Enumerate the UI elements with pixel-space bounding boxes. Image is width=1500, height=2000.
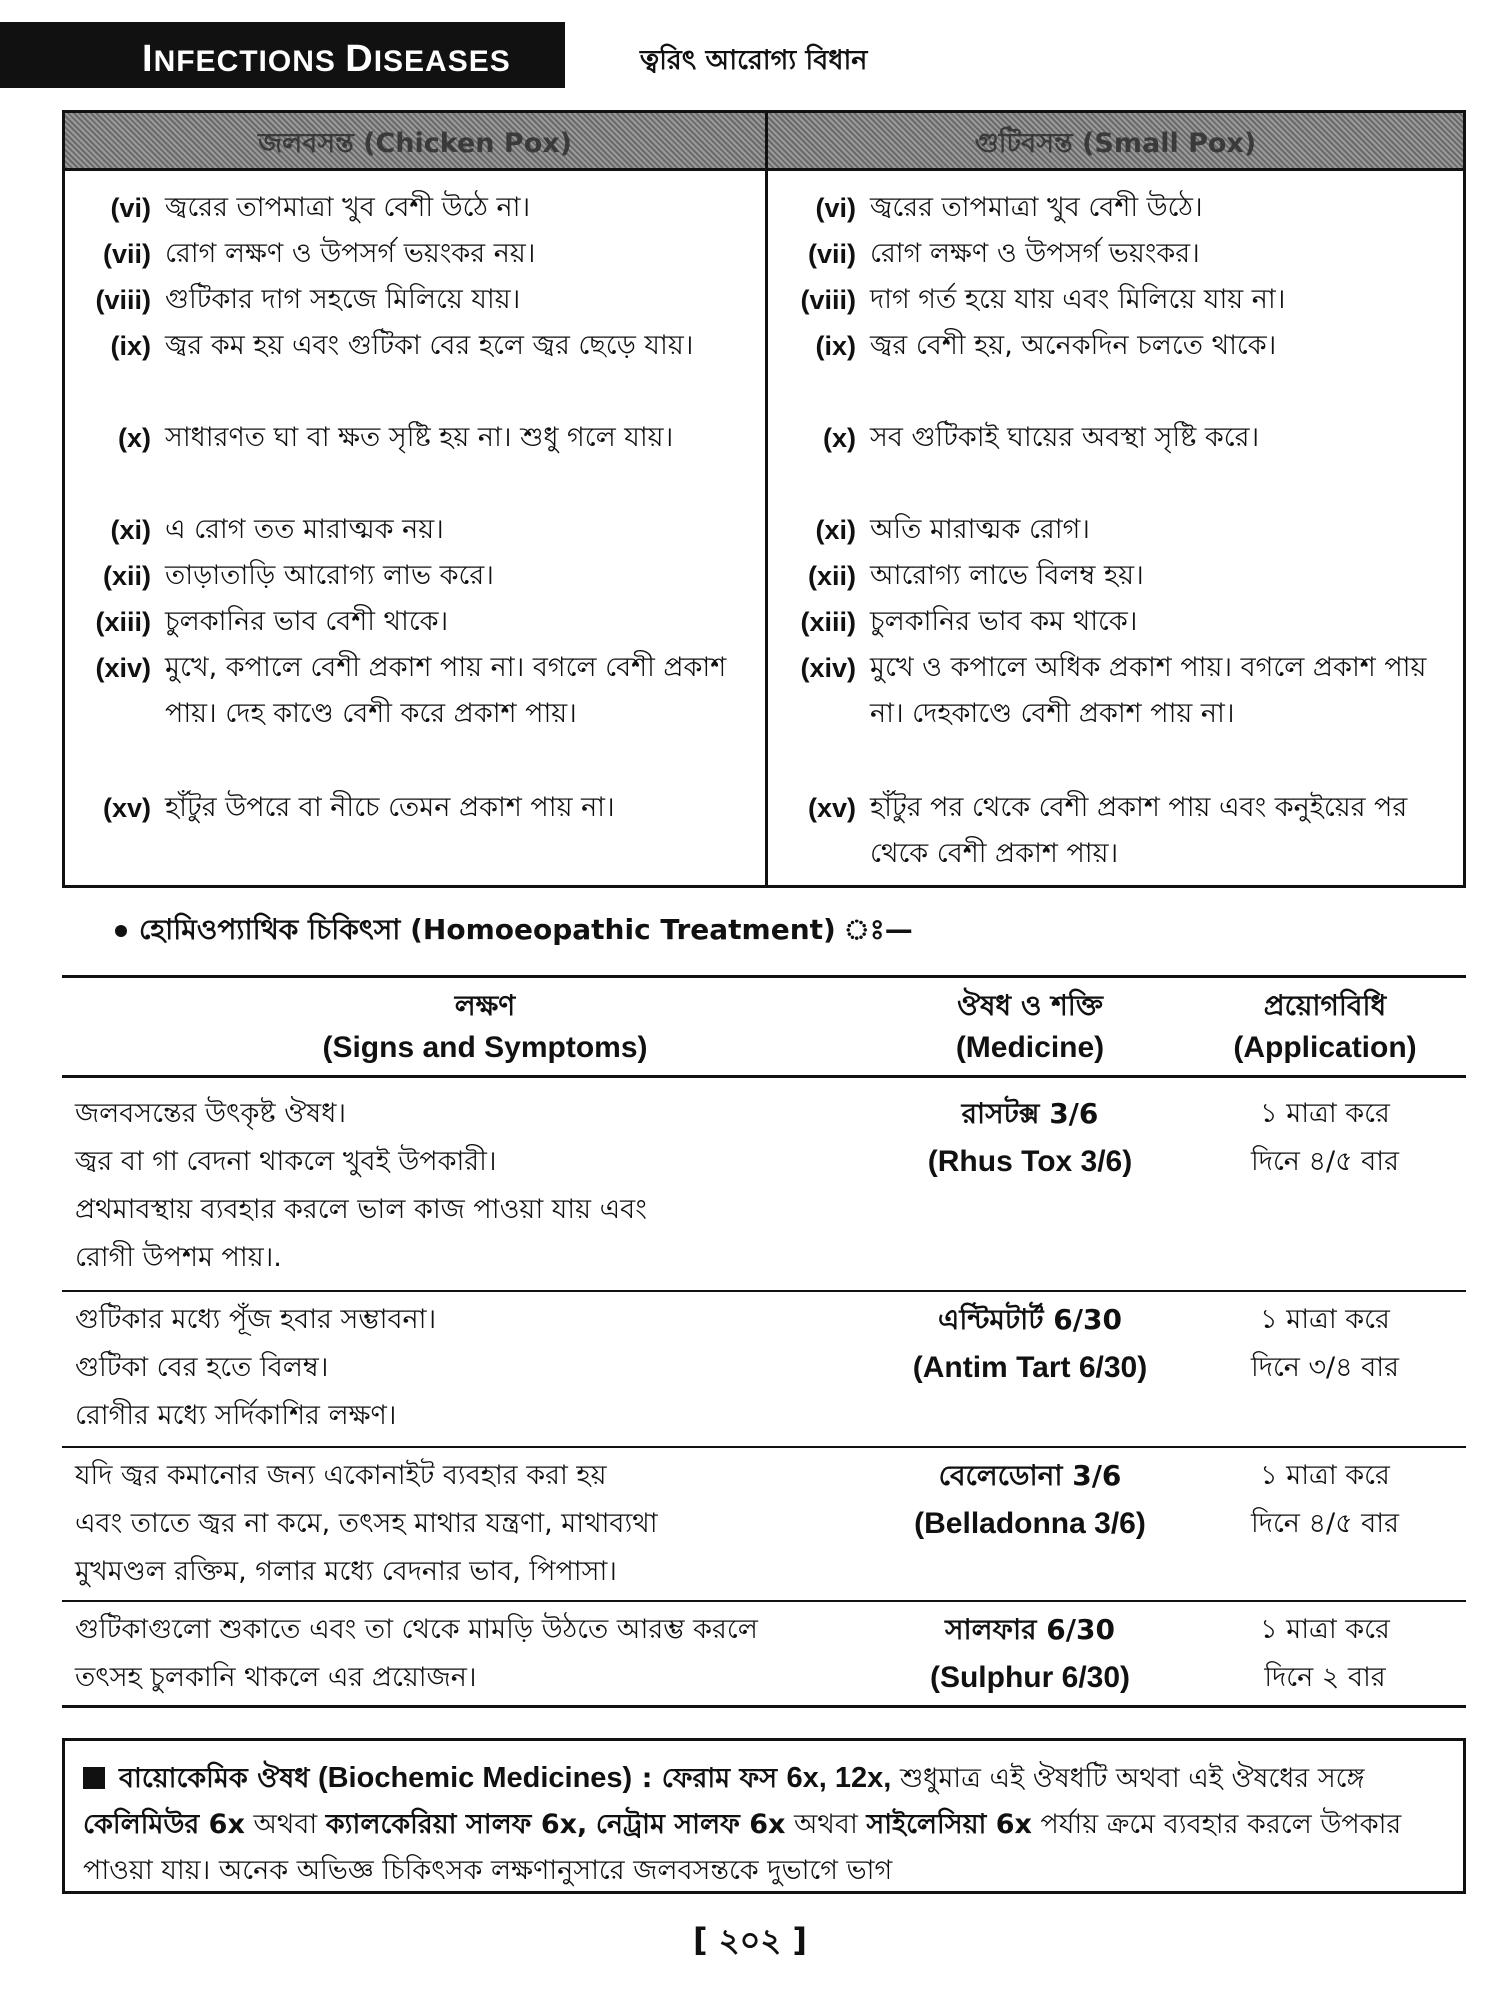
- medicine-column-header: [870, 985, 1190, 1069]
- medicine-bn: রাসটক্স 3/6: [961, 1097, 1099, 1130]
- row-number: (x): [823, 423, 856, 453]
- symptoms-header-en: (Signs and Symptoms): [322, 1031, 648, 1064]
- row-text: গুটিকার দাগ সহজে মিলিয়ে যায়।: [165, 284, 521, 315]
- treatment-row-symptoms: [75, 1452, 895, 1596]
- symptom-line: প্রথমাবস্থায় ব্যবহার করলে ভাল কাজ পাওয়া যায় এবং: [75, 1194, 647, 1225]
- row-number: (ix): [110, 331, 151, 361]
- medicine-en: (Rhus Tox 3/6): [927, 1145, 1133, 1178]
- treatment-table-header-rule: [62, 1075, 1466, 1078]
- symptom-line: জ্বর বা গা বেদনা থাকলে খুবই উপকারী।: [75, 1146, 497, 1177]
- row-text: রোগ লক্ষণ ও উপসর্গ ভয়ংকর।: [870, 238, 1200, 269]
- medicine-bn: সালফার 6/30: [945, 1613, 1115, 1646]
- section-heading-text: হোমিওপ্যাথিক চিকিৎসা (Homoeopathic Treatment) ঃ—: [139, 913, 913, 946]
- row-text: মুখে ও কপালে অধিক প্রকাশ পায়। বগলে প্রকাশ পায় না। দেহকাণ্ডে বেশী প্রকাশ পায় না।: [870, 652, 1427, 729]
- biochemic-text: [587, 1809, 596, 1840]
- row-text: সাধারণত ঘা বা ক্ষত সৃষ্টি হয় না। শুধু গলে যায়।: [165, 422, 674, 453]
- chapter-title-initial-2: D: [345, 38, 374, 80]
- application-line: ১ মাত্রা করে: [1260, 1098, 1390, 1129]
- bullet-icon: [115, 925, 127, 937]
- row-text: অতি মারাত্মক রোগ।: [870, 514, 1090, 545]
- row-text: তাড়াতাড়ি আরোগ্য লাভ করে।: [165, 560, 494, 591]
- medicine-en: (Belladonna 3/6): [914, 1507, 1146, 1540]
- symptom-line: এবং তাতে জ্বর না কমে, তৎসহ মাথার যন্ত্রণা, মাথাব্যথা: [75, 1508, 658, 1539]
- chicken-pox-header: জলবসন্ত (Chicken Pox): [257, 128, 573, 159]
- row-text: জ্বর কম হয় এবং গুটিকা বের হলে জ্বর ছেড়ে যায়।: [165, 330, 694, 361]
- symptom-line: মুখমণ্ডল রক্তিম, গলার মধ্যে বেদনার ভাব, পিপাসা।: [75, 1556, 617, 1587]
- medicine-bn: বেলেডোনা 3/6: [938, 1459, 1122, 1492]
- biochemic-potency: 6x, 12x,: [786, 1762, 892, 1794]
- row-text: হাঁটুর উপরে বা নীচে তেমন প্রকাশ পায় না।: [165, 792, 615, 823]
- row-number: (vii): [807, 239, 856, 269]
- medicine-en: (Sulphur 6/30): [929, 1661, 1131, 1694]
- symptom-line: রোগী উপশম পায়।.: [75, 1242, 282, 1273]
- row-text: আরোগ্য লাভে বিলম্ব হয়।: [870, 560, 1144, 591]
- treatment-table-bottom-rule: [62, 1705, 1466, 1708]
- row-number: (viii): [95, 285, 151, 315]
- biochemic-medicines-box: [62, 1738, 1466, 1894]
- biochemic-text: অথবা: [244, 1809, 326, 1840]
- symptom-line: তৎসহ চুলকানি থাকলে এর প্রয়োজন।: [75, 1662, 477, 1693]
- row-number: (vii): [102, 239, 151, 269]
- row-text: জ্বর বেশী হয়, অনেকদিন চলতে থাকে।: [870, 330, 1277, 361]
- treatment-row-application: [1180, 1090, 1470, 1186]
- row-number: (vi): [815, 193, 856, 223]
- row-number: (xi): [815, 515, 856, 545]
- row-number: (xv): [807, 793, 856, 823]
- row-text: জ্বরের তাপমাত্রা খুব বেশী উঠে না।: [165, 192, 531, 223]
- treatment-row-medicine: [870, 1452, 1190, 1548]
- medicine-header-bn: ঔষধ ও শক্তি: [957, 989, 1103, 1022]
- row-number: (xv): [102, 793, 151, 823]
- small-pox-header: গুটিবসন্ত (Small Pox): [974, 128, 1257, 159]
- symptom-line: গুটিকা বের হতে বিলম্ব।: [75, 1352, 329, 1383]
- row-text: চুলকানির ভাব বেশী থাকে।: [165, 606, 449, 637]
- treatment-row-symptoms: [75, 1606, 895, 1702]
- row-text: এ রোগ তত মারাত্মক নয়।: [165, 514, 444, 545]
- treatment-row-symptoms: [75, 1090, 895, 1282]
- chapter-title: [142, 38, 511, 81]
- biochemic-text: পর্যায় ক্রমে ব্যবহার করলে উপকার পাওয়া যায়। অনেক অভিজ্ঞ চিকিৎসক লক্ষণানুসারে জলবসন্তকে দুভাগে ভাগ: [83, 1809, 1402, 1886]
- biochemic-label-bn: বায়োকেমিক ঔষধ: [119, 1763, 310, 1794]
- row-text: দাগ গর্ত হয়ে যায় এবং মিলিয়ে যায় না।: [870, 284, 1286, 315]
- treatment-row-symptoms: [75, 1296, 895, 1440]
- row-number: (x): [118, 423, 151, 453]
- application-line: ১ মাত্রা করে: [1260, 1614, 1390, 1645]
- row-text: হাঁটুর পর থেকে বেশী প্রকাশ পায় এবং কনুইয়ের পর থেকে বেশী প্রকাশ পায়।: [870, 792, 1408, 869]
- symptoms-header-bn: লক্ষণ: [454, 989, 516, 1022]
- row-number: (vi): [110, 193, 151, 223]
- application-line: ১ মাত্রা করে: [1260, 1304, 1390, 1335]
- biochemic-medicine: ক্যালকেরিয়া সালফ 6x,: [325, 1809, 588, 1840]
- row-text: মুখে, কপালে বেশী প্রকাশ পায় না। বগলে বেশী প্রকাশ পায়। দেহ কাণ্ডে বেশী করে প্রকাশ পায়।: [165, 652, 727, 729]
- book-title: ত্বরিৎ আরোগ্য বিধান: [640, 45, 868, 76]
- symptom-line: গুটিকাগুলো শুকাতে এবং তা থেকে মামড়ি উঠতে আরম্ভ করলে: [75, 1614, 758, 1645]
- application-header-bn: প্রয়োগবিধি: [1263, 989, 1387, 1022]
- chapter-title-rest-1: NFECTIONS: [153, 45, 346, 78]
- medicine-header-en: (Medicine): [955, 1031, 1105, 1064]
- row-text: চুলকানির ভাব কম থাকে।: [870, 606, 1138, 637]
- treatment-row-medicine: [870, 1296, 1190, 1392]
- chapter-title-rest-2: ISEASES: [373, 45, 511, 78]
- biochemic-text: শুধুমাত্র এই ঔষধটি অথবা এই ঔষধের সঙ্গে: [891, 1763, 1365, 1794]
- row-number: (ix): [815, 331, 856, 361]
- application-column-header: [1180, 985, 1470, 1069]
- application-line: দিনে ২ বার: [1264, 1662, 1386, 1693]
- page-number: [ ২০২ ]: [693, 1921, 807, 1959]
- chapter-title-initial-1: I: [142, 38, 154, 80]
- square-bullet-icon: [83, 1767, 105, 1789]
- row-number: (xii): [102, 561, 151, 591]
- row-text: সব গুটিকাই ঘায়ের অবস্থা সৃষ্টি করে।: [870, 422, 1260, 453]
- symptoms-column-header: [75, 985, 895, 1069]
- symptom-line: জলবসন্তের উৎকৃষ্ট ঔষধ।: [75, 1098, 346, 1129]
- symptom-line: রোগীর মধ্যে সর্দিকাশির লক্ষণ।: [75, 1400, 397, 1431]
- row-number: (xiii): [800, 607, 856, 637]
- comparison-table: [62, 110, 1466, 888]
- treatment-row-medicine: [870, 1090, 1190, 1186]
- homoeopathic-treatment-heading: [115, 908, 913, 955]
- biochemic-label-en: (Biochemic Medicines): [317, 1762, 633, 1794]
- treatment-row-rule: [62, 1600, 1466, 1602]
- treatment-row-medicine: [870, 1606, 1190, 1702]
- biochemic-text: : ফেরাম ফস: [632, 1763, 787, 1794]
- application-line: দিনে ৪/৫ বার: [1251, 1146, 1399, 1177]
- row-number: (viii): [800, 285, 856, 315]
- row-number: (xii): [807, 561, 856, 591]
- row-number: (xi): [110, 515, 151, 545]
- biochemic-medicine: সাইলেসিয়া 6x: [866, 1809, 1032, 1840]
- treatment-row-rule: [62, 1290, 1466, 1292]
- treatment-row-rule: [62, 1446, 1466, 1448]
- medicine-bn: এন্টিমটার্ট 6/30: [938, 1303, 1122, 1336]
- medicine-en: (Antim Tart 6/30): [912, 1351, 1148, 1384]
- treatment-row-application: [1180, 1606, 1470, 1702]
- application-line: ১ মাত্রা করে: [1260, 1460, 1390, 1491]
- row-number: (xiv): [800, 653, 856, 683]
- row-text: রোগ লক্ষণ ও উপসর্গ ভয়ংকর নয়।: [165, 238, 536, 269]
- biochemic-medicine: কেলিমিউর 6x: [83, 1809, 245, 1840]
- application-line: দিনে ৩/৪ বার: [1251, 1352, 1399, 1383]
- treatment-table-top-rule: [62, 975, 1466, 978]
- application-line: দিনে ৪/৫ বার: [1251, 1508, 1399, 1539]
- biochemic-text: অথবা: [785, 1809, 867, 1840]
- biochemic-medicine: নেট্রাম সালফ 6x: [595, 1809, 786, 1840]
- row-text: জ্বরের তাপমাত্রা খুব বেশী উঠে।: [870, 192, 1203, 223]
- row-number: (xiv): [95, 653, 151, 683]
- symptom-line: যদি জ্বর কমানোর জন্য একোনাইট ব্যবহার করা হয়: [75, 1460, 607, 1491]
- row-number: (xiii): [95, 607, 151, 637]
- treatment-row-application: [1180, 1452, 1470, 1548]
- treatment-row-application: [1180, 1296, 1470, 1392]
- application-header-en: (Application): [1233, 1031, 1417, 1064]
- symptom-line: গুটিকার মধ্যে পূঁজ হবার সম্ভাবনা।: [75, 1304, 437, 1335]
